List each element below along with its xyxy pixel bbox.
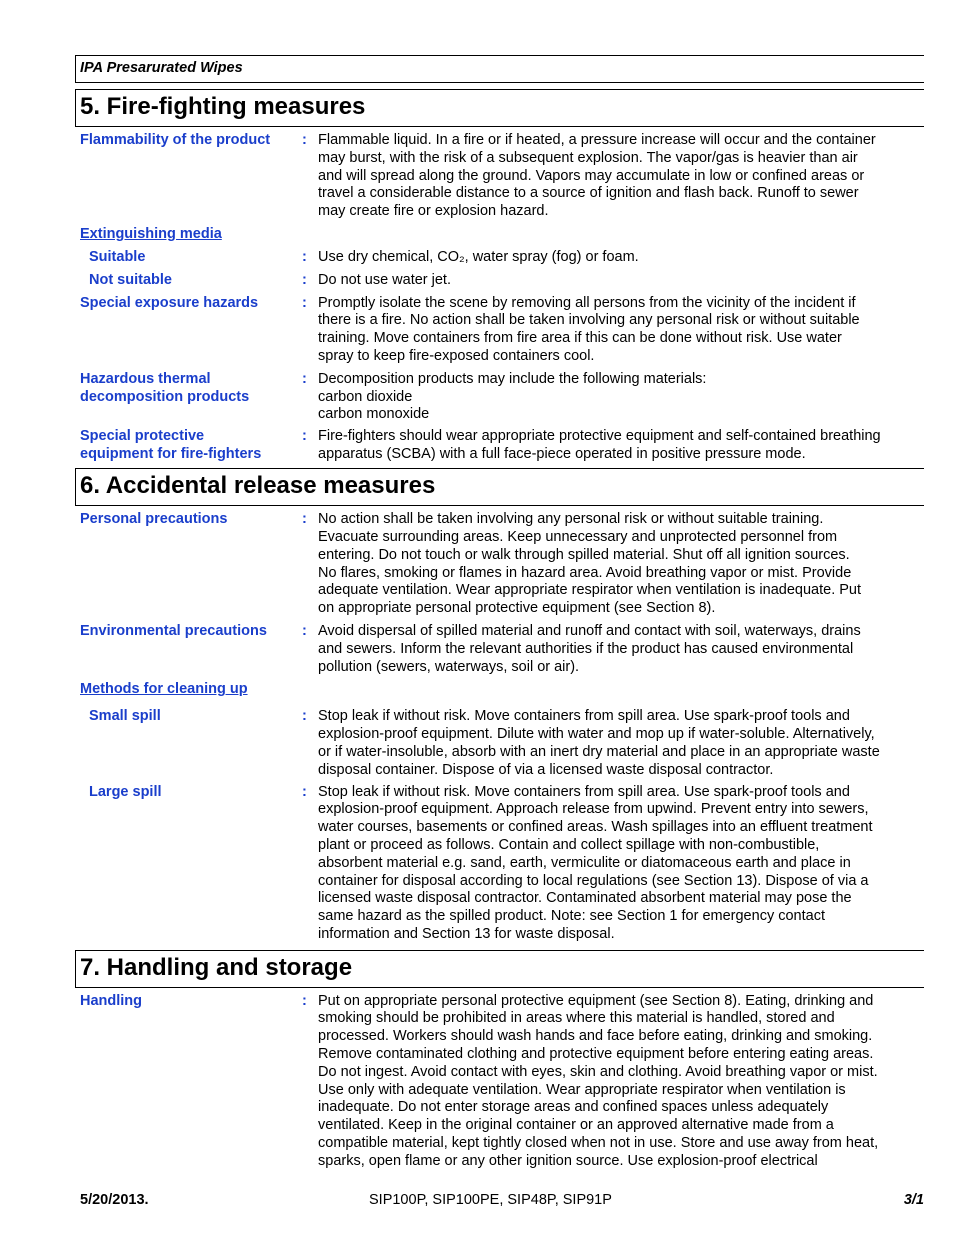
text-line: Stop leak if without risk. Move containers from spill area. Use spark-proof tools and xyxy=(318,783,850,800)
text-line: ventilated. Keep in the original container or an approved alternative made from a xyxy=(318,1117,834,1134)
label-line: Hazardous thermal xyxy=(80,370,211,387)
ppe-label xyxy=(80,428,295,464)
label-line: decomposition products xyxy=(80,388,250,405)
footer-date: 5/20/2013. xyxy=(80,1192,149,1208)
text-line: container for disposal according to local regulations (see Section 13). Dispose of via a xyxy=(318,872,869,889)
methods-row xyxy=(75,681,924,699)
text-line: may create fire or explosion hazard. xyxy=(318,203,549,220)
text-line: spray to keep fire-exposed containers cool. xyxy=(318,347,595,364)
extinguishing-row xyxy=(75,226,924,244)
section-7-title xyxy=(75,950,924,988)
text-line: same hazard as the spilled product. Note: see Section 1 for emergency contact xyxy=(318,908,825,925)
handling-row xyxy=(75,993,924,1171)
text-line: compatible material, kept tightly closed when not in use. Store and use away from heat, xyxy=(318,1135,879,1152)
section-5-title xyxy=(75,89,924,127)
not-suitable-label: Not suitable xyxy=(89,271,172,288)
section-6-title xyxy=(75,468,924,506)
text-line: apparatus (SCBA) with a full face-piece operated in positive pressure mode. xyxy=(318,445,806,462)
text-line: Decomposition products may include the following materials: xyxy=(318,370,707,387)
large-spill-row xyxy=(75,784,924,944)
text-line: Use only with adequate ventilation. Wear appropriate respirator when ventilation is xyxy=(318,1081,846,1098)
thermal-decomposition-label xyxy=(80,371,295,407)
colon: : xyxy=(302,271,307,288)
text-line: inadequate. Do not enter storage areas and confined spaces unless adequately xyxy=(318,1099,829,1116)
text-line: entering. Do not touch or walk through spilled material. Shut off all ignition sources. xyxy=(318,546,850,563)
section-7-body xyxy=(75,993,924,1171)
large-spill-label: Large spill xyxy=(89,783,162,800)
colon: : xyxy=(302,783,307,800)
personal-precautions-row xyxy=(75,511,924,618)
text-line: smoking should be prohibited in areas where this material is handled, stored and xyxy=(318,1010,835,1027)
text-line: training. Move containers from fire area if this can be done without risk. Use water xyxy=(318,330,842,347)
colon: : xyxy=(302,132,307,148)
text-line: there is a fire. No action shall be taken involving any personal risk or without suitable xyxy=(318,312,860,329)
text-line: information and Section 13 for waste disposal. xyxy=(318,925,615,942)
text-line: explosion-proof equipment. Dilute with water and mop up if water-soluble. Alternatively, xyxy=(318,726,875,743)
text-line: Do not ingest. Avoid contact with eyes, skin and clothing. Avoid breathing vapor or mist. xyxy=(318,1063,878,1080)
product-name: IPA Presarurated Wipes xyxy=(80,60,243,76)
colon: : xyxy=(302,511,307,528)
extinguishing-media-heading: Extinguishing media xyxy=(80,225,222,242)
text-line: Fire-fighters should wear appropriate protective equipment and self-contained breathing xyxy=(318,428,881,445)
text-line: travel a considerable distance to a source of ignition and flash back. Runoff to sewer xyxy=(318,185,859,202)
text-line: adequate ventilation. Wear appropriate respirator when ventilation is inadequate. Put xyxy=(318,582,862,599)
text-line: and sewers. Inform the relevant authorities if the product has caused environmental xyxy=(318,640,854,657)
colon: : xyxy=(302,708,307,725)
text-line: pollution (sewers, waterways, soil or air). xyxy=(318,658,580,675)
methods-cleaning-heading: Methods for cleaning up xyxy=(80,681,248,698)
colon: : xyxy=(302,370,307,387)
label-line: equipment for fire-fighters xyxy=(80,445,262,462)
suitable-label: Suitable xyxy=(89,248,146,265)
handling-label: Handling xyxy=(80,992,143,1009)
flammability-label: Flammability of the product xyxy=(80,132,271,148)
suitable-value: Use dry chemical, CO₂, water spray (fog) or foam. xyxy=(318,248,639,265)
flammability-value xyxy=(318,132,924,221)
colon: : xyxy=(302,622,307,639)
text-line: Put on appropriate personal protective equipment (see Section 8). Eating, drinking and xyxy=(318,992,874,1009)
footer-page-number: 3/1 xyxy=(903,1192,924,1208)
thermal-decomposition-row xyxy=(75,371,924,424)
document-page xyxy=(75,55,924,1171)
text-line: Remove contaminated clothing and protective equipment before entering eating areas. xyxy=(318,1046,874,1063)
text-line: carbon monoxide xyxy=(318,406,430,423)
text-line: explosion-proof equipment. Approach release from upwind. Prevent entry into sewers, xyxy=(318,801,869,818)
text-line: No flares, smoking or flames in hazard area. Avoid breathing vapor or mist. Provide xyxy=(318,564,852,581)
small-spill-row xyxy=(75,708,924,779)
not-suitable-row xyxy=(75,272,924,290)
colon: : xyxy=(302,428,307,445)
text-line: on appropriate personal protective equipment (see Section 8). xyxy=(318,600,716,617)
footer-products: SIP100P, SIP100PE, SIP48P, SIP91P xyxy=(369,1192,612,1208)
text-line: or if water-insoluble, absorb with an inert dry material and place in an appropriate waste xyxy=(318,743,880,760)
personal-precautions-label: Personal precautions xyxy=(80,511,228,528)
colon: : xyxy=(302,248,307,265)
text-line: Avoid dispersal of spilled material and runoff and contact with soil, waterways, drains xyxy=(318,622,861,639)
text-line: absorbent material e.g. sand, earth, vermiculite or diatomaceous earth and place in xyxy=(318,854,851,871)
text-line: water courses, basements or confined areas. Wash spillages into an effluent treatment xyxy=(318,819,873,836)
text-line: No action shall be taken involving any personal risk or without suitable training. xyxy=(318,511,824,528)
label-line: Special protective xyxy=(80,428,205,445)
section-6-title-text: 6. Accidental release measures xyxy=(80,472,436,500)
section-5-title-text: 5. Fire-fighting measures xyxy=(80,93,366,120)
colon: : xyxy=(302,992,307,1009)
text-line: licensed waste disposal contractor. Contaminated absorbent material may pose the xyxy=(318,890,852,907)
section-5-body xyxy=(75,132,924,466)
suitable-row xyxy=(75,249,924,267)
environmental-precautions-label: Environmental precautions xyxy=(80,622,267,639)
special-exposure-row xyxy=(75,295,924,366)
product-header xyxy=(75,55,924,83)
section-7-title-text: 7. Handling and storage xyxy=(80,953,353,981)
special-exposure-label: Special exposure hazards xyxy=(80,294,259,311)
text-line: plant or proceed as follows. Contain and collect spillage with non-combustible, xyxy=(318,836,820,853)
text-line: may burst, with the risk of a subsequent explosion. The vapor/gas is heavier than air xyxy=(318,149,858,166)
text-line: processed. Workers should wash hands and face before eating, drinking and smoking. xyxy=(318,1028,873,1045)
small-spill-label: Small spill xyxy=(89,708,161,725)
flammability-row xyxy=(75,132,924,221)
text-line: Flammable liquid. In a fire or if heated, a pressure increase will occur and the container xyxy=(318,132,876,148)
ppe-row xyxy=(75,428,924,466)
section-6-body xyxy=(75,511,924,944)
not-suitable-value: Do not use water jet. xyxy=(318,271,451,288)
text-line: and will spread along the ground. Vapors may accumulate in low or confined areas or xyxy=(318,167,865,184)
text-line: Promptly isolate the scene by removing all persons from the vicinity of the incident if xyxy=(318,294,856,311)
text-line: disposal container. Dispose of via a licensed waste disposal contractor. xyxy=(318,761,774,778)
text-line: Evacuate surrounding areas. Keep unnecessary and unprotected personnel from xyxy=(318,528,838,545)
environmental-precautions-row xyxy=(75,623,924,676)
colon: : xyxy=(302,294,307,311)
text-line: carbon dioxide xyxy=(318,388,413,405)
text-line: Stop leak if without risk. Move containers from spill area. Use spark-proof tools and xyxy=(318,708,850,725)
text-line: sparks, open flame or any other ignition source. Use explosion-proof electrical xyxy=(318,1152,818,1169)
